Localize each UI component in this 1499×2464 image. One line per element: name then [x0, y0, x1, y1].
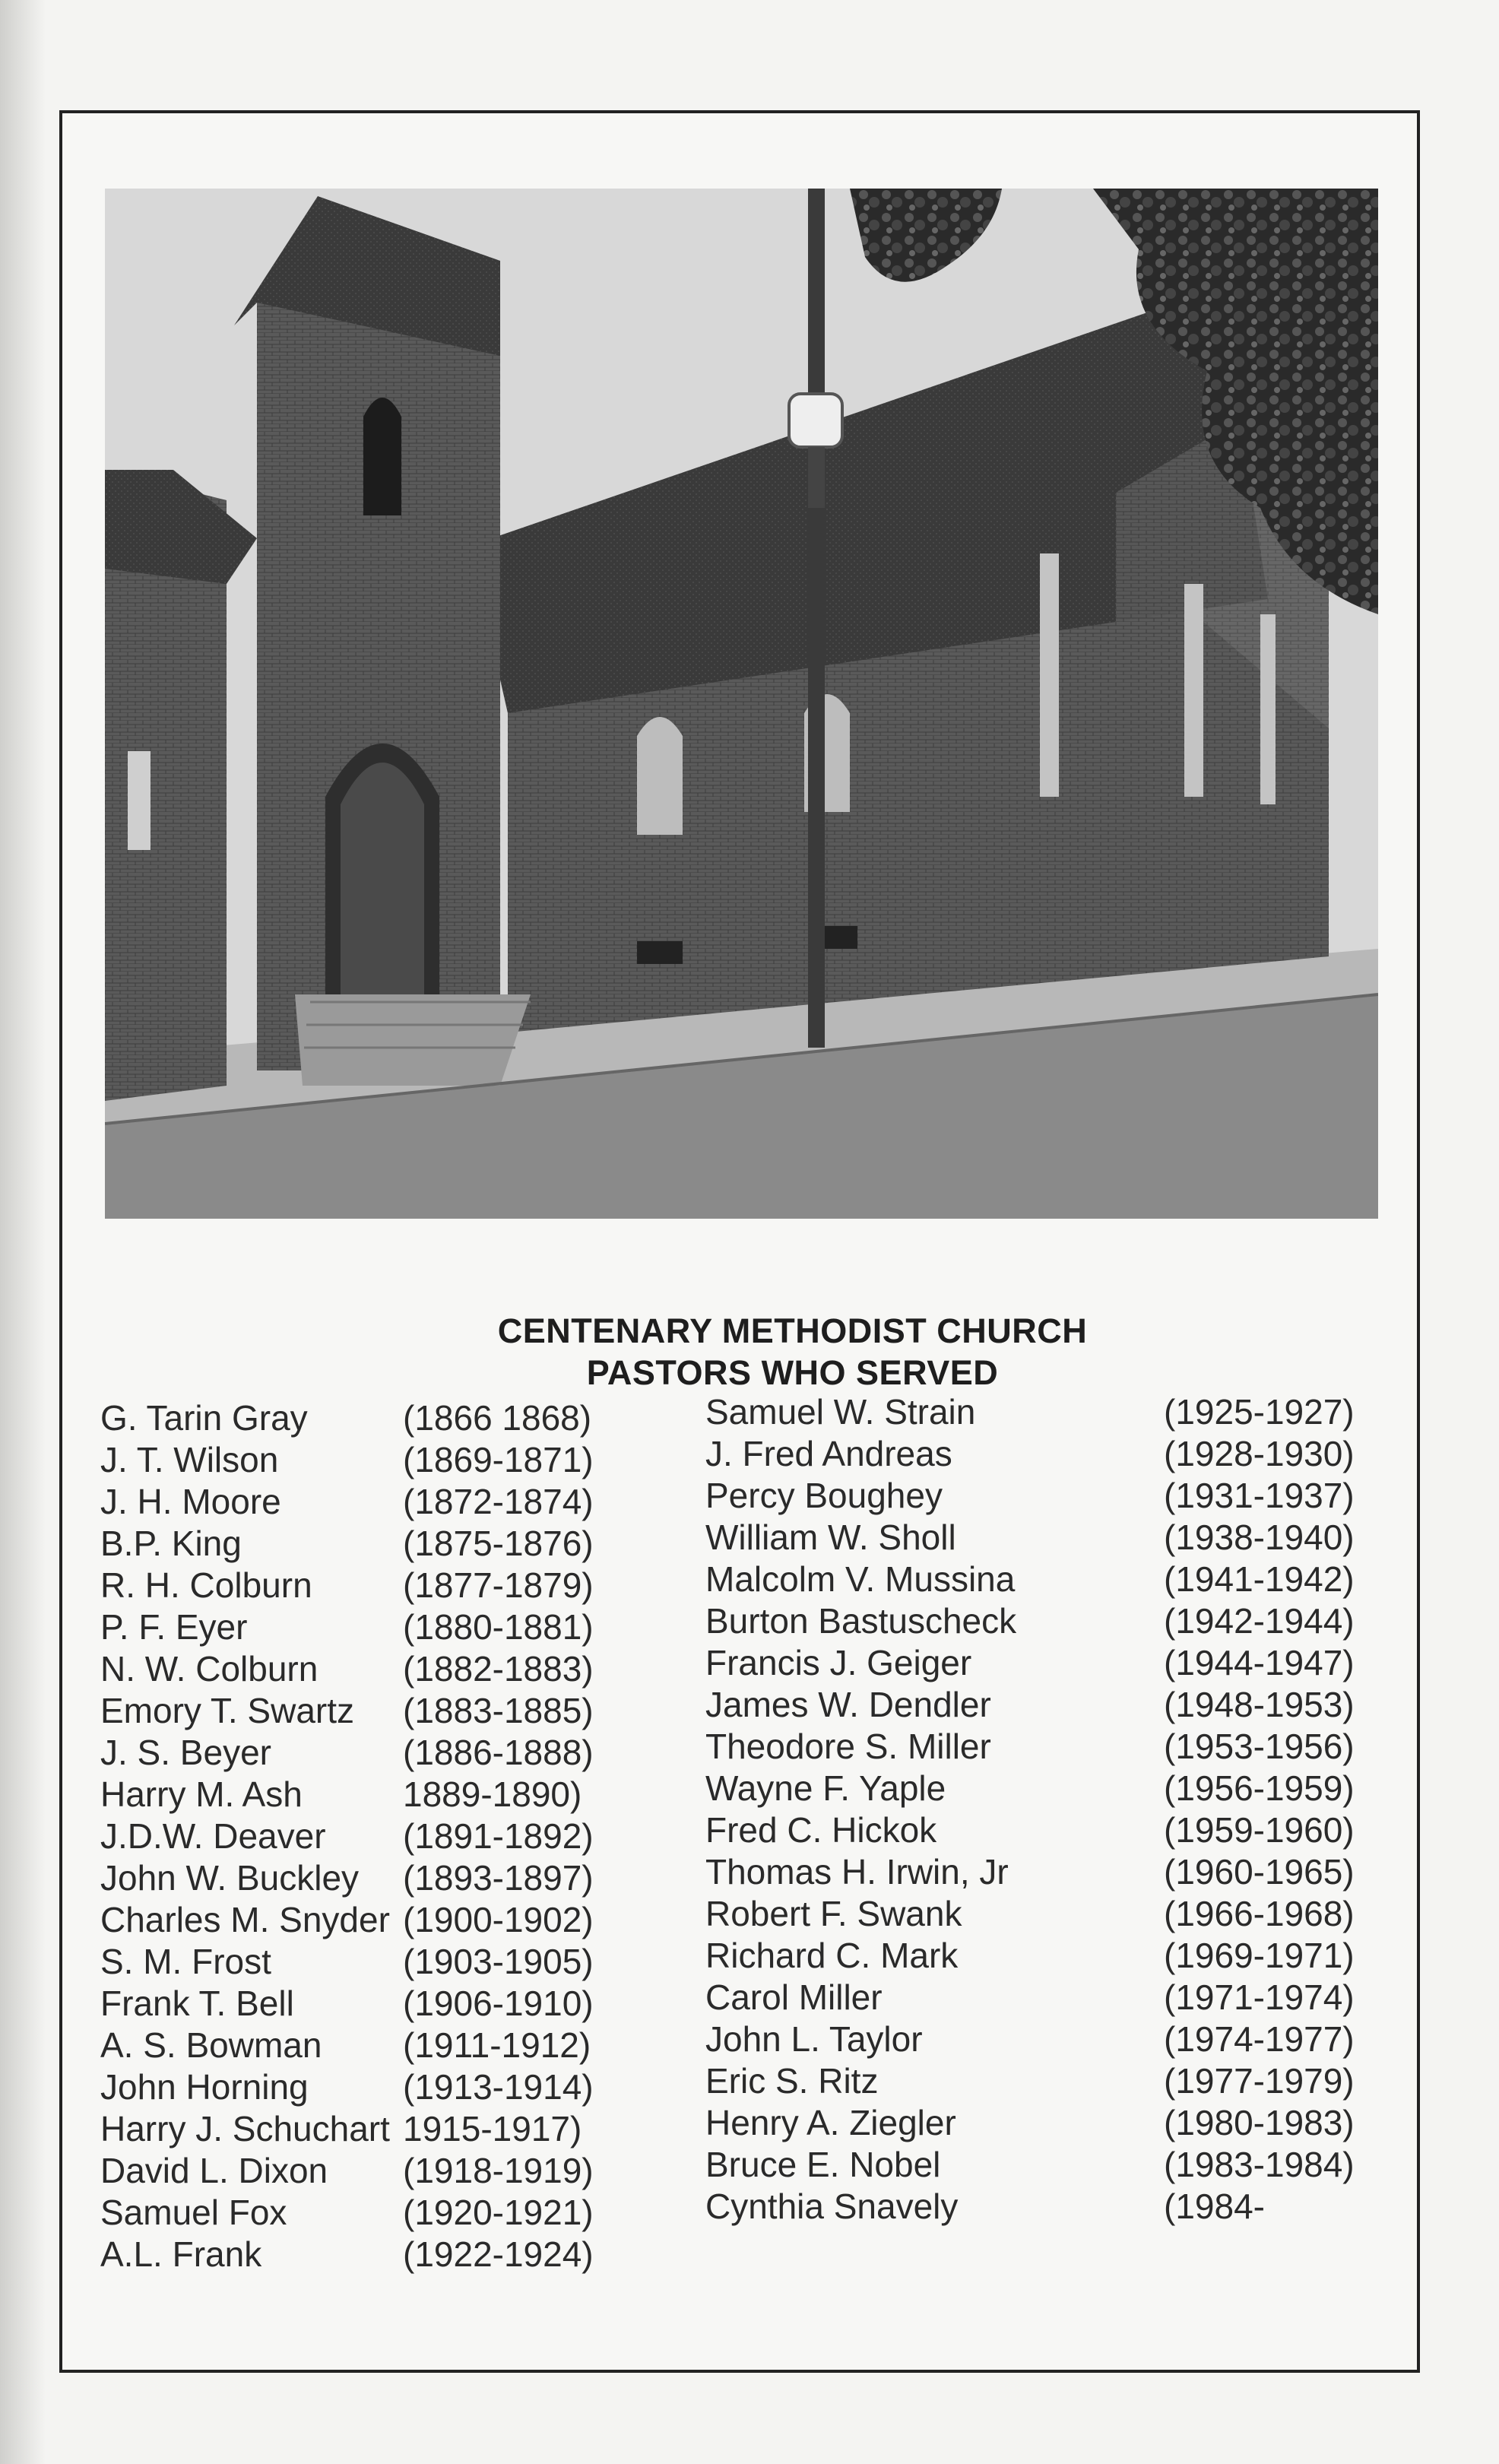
pastor-name: S. M. Frost — [100, 1942, 271, 1981]
pastor-name: Bruce E. Nobel — [705, 2145, 941, 2184]
pastor-years: (1906-1910) — [403, 1984, 594, 2023]
pastor-years: (1922-1924) — [403, 2234, 594, 2274]
pastor-name: Malcolm V. Mussina — [705, 1559, 1016, 1599]
pastor-name: Henry A. Ziegler — [705, 2103, 956, 2142]
pastor-name: Percy Boughey — [705, 1476, 943, 1515]
pastor-name: J. Fred Andreas — [705, 1434, 952, 1473]
pastor-name: John W. Buckley — [100, 1858, 360, 1898]
pastor-years: (1920-1921) — [403, 2193, 594, 2232]
pastor-years: (1931-1937) — [1164, 1476, 1355, 1515]
pastor-years: (1974-1977) — [1164, 2019, 1355, 2059]
pastor-name: A.L. Frank — [100, 2234, 262, 2274]
pastor-years: (1872-1874) — [403, 1482, 594, 1521]
pastor-years: (1875-1876) — [403, 1524, 594, 1563]
pastor-name: Burton Bastuscheck — [705, 1601, 1017, 1641]
pastor-years: (1880-1881) — [403, 1607, 594, 1647]
pastor-years: 1915-1917) — [403, 2109, 582, 2148]
pastor-name: G. Tarin Gray — [100, 1398, 308, 1438]
pastor-years: (1869-1871) — [403, 1440, 594, 1479]
pastor-name: Wayne F. Yaple — [705, 1768, 946, 1808]
pastor-years: (1959-1960) — [1164, 1810, 1355, 1850]
pastor-name: R. H. Colburn — [100, 1565, 312, 1605]
pastor-name: A. S. Bowman — [100, 2025, 322, 2065]
pastor-name: Robert F. Swank — [705, 1894, 962, 1933]
pastor-years: (1900-1902) — [403, 1900, 594, 1939]
pastor-years: (1942-1944) — [1164, 1601, 1355, 1641]
pastor-name: Thomas H. Irwin, Jr — [705, 1852, 1009, 1892]
pastor-years: (1925-1927) — [1164, 1392, 1355, 1432]
pastor-name: Richard C. Mark — [705, 1936, 959, 1975]
pastor-years: (1944-1947) — [1164, 1643, 1355, 1682]
pastor-years: (1980-1983) — [1164, 2103, 1355, 2142]
pastor-years: (1971-1974) — [1164, 1977, 1355, 2017]
pastor-years: (1877-1879) — [403, 1565, 594, 1605]
pastor-years: (1938-1940) — [1164, 1517, 1355, 1557]
pastor-years: 1889-1890) — [403, 1774, 582, 1814]
pastor-name: Samuel Fox — [100, 2193, 287, 2232]
pastor-name: James W. Dendler — [705, 1685, 991, 1724]
list-subtitle: PASTORS WHO SERVED — [586, 1353, 999, 1392]
pastor-name: Samuel W. Strain — [705, 1392, 976, 1432]
church-title: CENTENARY METHODIST CHURCH — [497, 1311, 1088, 1350]
pastor-name: Frank T. Bell — [100, 1984, 294, 2023]
pastor-years: (1882-1883) — [403, 1649, 594, 1689]
pastor-years: (1977-1979) — [1164, 2061, 1355, 2101]
pastor-name: J. T. Wilson — [100, 1440, 279, 1479]
pastor-years: (1983-1984) — [1164, 2145, 1355, 2184]
pastor-years: (1928-1930) — [1164, 1434, 1355, 1473]
pastor-name: Harry J. Schuchart — [100, 2109, 390, 2148]
pastor-name: John L. Taylor — [705, 2019, 923, 2059]
pastor-years: (1891-1892) — [403, 1816, 594, 1856]
pastor-years: (1953-1956) — [1164, 1727, 1355, 1766]
pastor-name: J. H. Moore — [100, 1482, 281, 1521]
pastor-name: John Horning — [100, 2067, 309, 2107]
pastor-name: Eric S. Ritz — [705, 2061, 879, 2101]
pastor-years: (1893-1897) — [403, 1858, 594, 1898]
pastor-name: P. F. Eyer — [100, 1607, 248, 1647]
pastor-years: (1913-1914) — [403, 2067, 594, 2107]
pastor-years: (1883-1885) — [403, 1691, 594, 1730]
pastor-name: N. W. Colburn — [100, 1649, 318, 1689]
pastor-name: Emory T. Swartz — [100, 1691, 354, 1730]
pastor-years: (1984- — [1164, 2187, 1265, 2226]
pastor-name: J. S. Beyer — [100, 1733, 271, 1772]
pastor-name: Cynthia Snavely — [705, 2187, 959, 2226]
pastor-years: (1866 1868) — [403, 1398, 592, 1438]
pastor-name: William W. Sholl — [705, 1517, 956, 1557]
pastor-name: Carol Miller — [705, 1977, 883, 2017]
pastor-name: Harry M. Ash — [100, 1774, 303, 1814]
pastor-years: (1903-1905) — [403, 1942, 594, 1981]
pastor-name: Charles M. Snyder — [100, 1900, 390, 1939]
church-photo — [105, 189, 1378, 1219]
page-edge-shadow — [0, 0, 46, 2464]
pastor-years: (1948-1953) — [1164, 1685, 1355, 1724]
pastor-years: (1960-1965) — [1164, 1852, 1355, 1892]
pastor-name: J.D.W. Deaver — [100, 1816, 326, 1856]
pastor-name: David L. Dixon — [100, 2151, 328, 2190]
pastor-years: (1911-1912) — [403, 2025, 591, 2065]
pastor-years: (1941-1942) — [1164, 1559, 1355, 1599]
pastor-name: Fred C. Hickok — [705, 1810, 937, 1850]
pastor-name: Theodore S. Miller — [705, 1727, 991, 1766]
pastor-years: (1886-1888) — [403, 1733, 594, 1772]
pastor-years: (1918-1919) — [403, 2151, 594, 2190]
pastor-years: (1969-1971) — [1164, 1936, 1355, 1975]
pastor-name: B.P. King — [100, 1524, 242, 1563]
pastor-years: (1956-1959) — [1164, 1768, 1355, 1808]
pastor-name: Francis J. Geiger — [705, 1643, 972, 1682]
pastor-years: (1966-1968) — [1164, 1894, 1355, 1933]
